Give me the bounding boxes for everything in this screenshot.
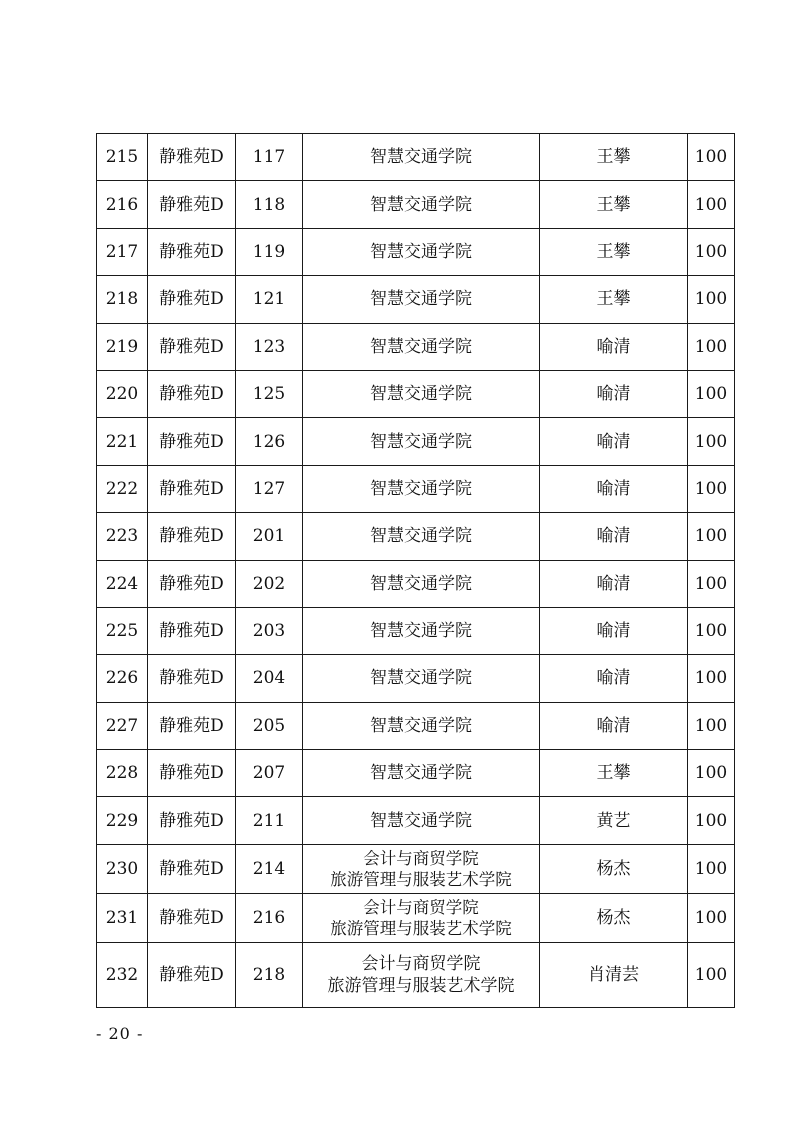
table-row <box>97 797 735 844</box>
room-number-cell: 211 <box>236 797 303 844</box>
college-cell <box>303 513 540 560</box>
building-cell: 静雅苑D <box>148 181 236 228</box>
person-cell: 王攀 <box>540 181 688 228</box>
row-number-cell: 216 <box>97 181 148 228</box>
college-cell <box>303 465 540 512</box>
person-cell: 喻清 <box>540 513 688 560</box>
table-row <box>97 370 735 417</box>
row-number-cell: 224 <box>97 560 148 607</box>
person-cell: 杨杰 <box>540 844 688 893</box>
score-cell: 100 <box>688 607 735 654</box>
score-cell: 100 <box>688 942 735 1007</box>
person-cell: 王攀 <box>540 134 688 181</box>
room-number-cell: 123 <box>236 323 303 370</box>
table-row <box>97 560 735 607</box>
table-row <box>97 323 735 370</box>
building-cell: 静雅苑D <box>148 607 236 654</box>
score-cell: 100 <box>688 513 735 560</box>
person-cell: 喻清 <box>540 418 688 465</box>
building-cell: 静雅苑D <box>148 655 236 702</box>
person-cell: 喻清 <box>540 323 688 370</box>
college-cell <box>303 942 540 1007</box>
college-line: 智慧交通学院 <box>370 241 472 262</box>
row-number-cell: 221 <box>97 418 148 465</box>
row-number-cell: 220 <box>97 370 148 417</box>
score-cell: 100 <box>688 702 735 749</box>
row-number-cell: 232 <box>97 942 148 1007</box>
row-number-cell: 219 <box>97 323 148 370</box>
dormitory-score-table <box>96 133 735 1008</box>
table-row <box>97 750 735 797</box>
person-cell: 王攀 <box>540 750 688 797</box>
building-cell: 静雅苑D <box>148 702 236 749</box>
person-cell: 喻清 <box>540 607 688 654</box>
building-cell: 静雅苑D <box>148 942 236 1007</box>
building-cell: 静雅苑D <box>148 513 236 560</box>
table-row <box>97 844 735 893</box>
table-row <box>97 655 735 702</box>
college-cell <box>303 702 540 749</box>
score-cell: 100 <box>688 465 735 512</box>
room-number-cell: 216 <box>236 893 303 942</box>
row-number-cell: 227 <box>97 702 148 749</box>
score-cell: 100 <box>688 134 735 181</box>
college-cell <box>303 181 540 228</box>
building-cell: 静雅苑D <box>148 370 236 417</box>
room-number-cell: 203 <box>236 607 303 654</box>
score-cell: 100 <box>688 893 735 942</box>
room-number-cell: 207 <box>236 750 303 797</box>
score-cell: 100 <box>688 370 735 417</box>
person-cell: 杨杰 <box>540 893 688 942</box>
college-line: 智慧交通学院 <box>370 763 472 784</box>
college-cell <box>303 418 540 465</box>
college-line: 会计与商贸学院 <box>363 848 479 868</box>
row-number-cell: 226 <box>97 655 148 702</box>
row-number-cell: 222 <box>97 465 148 512</box>
table-row <box>97 418 735 465</box>
score-cell: 100 <box>688 276 735 323</box>
college-line: 智慧交通学院 <box>370 336 472 357</box>
score-cell: 100 <box>688 560 735 607</box>
room-number-cell: 204 <box>236 655 303 702</box>
college-line: 智慧交通学院 <box>370 431 472 452</box>
person-cell: 喻清 <box>540 560 688 607</box>
college-line: 智慧交通学院 <box>370 621 472 642</box>
score-cell: 100 <box>688 418 735 465</box>
person-cell: 王攀 <box>540 228 688 275</box>
table-row <box>97 893 735 942</box>
building-cell: 静雅苑D <box>148 844 236 893</box>
score-cell: 100 <box>688 655 735 702</box>
person-cell: 喻清 <box>540 370 688 417</box>
college-line: 智慧交通学院 <box>370 573 472 594</box>
college-cell <box>303 323 540 370</box>
table-row <box>97 465 735 512</box>
table-row <box>97 942 735 1007</box>
table-body <box>97 134 735 1008</box>
table-row <box>97 228 735 275</box>
college-line: 智慧交通学院 <box>370 384 472 405</box>
college-cell <box>303 370 540 417</box>
college-line: 智慧交通学院 <box>370 147 472 168</box>
score-cell: 100 <box>688 181 735 228</box>
building-cell: 静雅苑D <box>148 560 236 607</box>
building-cell: 静雅苑D <box>148 797 236 844</box>
page-number: - 20 - <box>96 1024 144 1043</box>
college-line: 智慧交通学院 <box>370 526 472 547</box>
row-number-cell: 217 <box>97 228 148 275</box>
room-number-cell: 205 <box>236 702 303 749</box>
person-cell: 喻清 <box>540 702 688 749</box>
room-number-cell: 117 <box>236 134 303 181</box>
table-row <box>97 702 735 749</box>
room-number-cell: 214 <box>236 844 303 893</box>
score-cell: 100 <box>688 797 735 844</box>
room-number-cell: 218 <box>236 942 303 1007</box>
building-cell: 静雅苑D <box>148 465 236 512</box>
college-cell <box>303 844 540 893</box>
college-line: 会计与商贸学院 <box>361 953 481 974</box>
row-number-cell: 215 <box>97 134 148 181</box>
college-line: 智慧交通学院 <box>370 289 472 310</box>
score-cell: 100 <box>688 228 735 275</box>
person-cell: 王攀 <box>540 276 688 323</box>
college-cell <box>303 893 540 942</box>
person-cell: 肖清芸 <box>540 942 688 1007</box>
score-cell: 100 <box>688 750 735 797</box>
room-number-cell: 201 <box>236 513 303 560</box>
college-line: 智慧交通学院 <box>370 194 472 215</box>
college-cell <box>303 228 540 275</box>
building-cell: 静雅苑D <box>148 134 236 181</box>
table-row <box>97 276 735 323</box>
college-cell <box>303 655 540 702</box>
person-cell: 喻清 <box>540 465 688 512</box>
table-row <box>97 134 735 181</box>
row-number-cell: 231 <box>97 893 148 942</box>
room-number-cell: 125 <box>236 370 303 417</box>
table-row <box>97 513 735 560</box>
room-number-cell: 126 <box>236 418 303 465</box>
room-number-cell: 118 <box>236 181 303 228</box>
college-line: 旅游管理与服装艺术学院 <box>327 975 515 996</box>
college-line: 智慧交通学院 <box>370 478 472 499</box>
college-line: 会计与商贸学院 <box>363 897 479 917</box>
college-line: 智慧交通学院 <box>370 715 472 736</box>
score-cell: 100 <box>688 323 735 370</box>
college-cell <box>303 607 540 654</box>
building-cell: 静雅苑D <box>148 276 236 323</box>
college-line: 智慧交通学院 <box>370 810 472 831</box>
college-cell <box>303 134 540 181</box>
table-row <box>97 181 735 228</box>
person-cell: 黄艺 <box>540 797 688 844</box>
college-line: 旅游管理与服装艺术学院 <box>330 918 512 938</box>
table-row <box>97 607 735 654</box>
college-line: 旅游管理与服装艺术学院 <box>330 869 512 889</box>
building-cell: 静雅苑D <box>148 750 236 797</box>
room-number-cell: 202 <box>236 560 303 607</box>
building-cell: 静雅苑D <box>148 228 236 275</box>
building-cell: 静雅苑D <box>148 323 236 370</box>
college-cell <box>303 276 540 323</box>
college-line: 智慧交通学院 <box>370 668 472 689</box>
person-cell: 喻清 <box>540 655 688 702</box>
building-cell: 静雅苑D <box>148 893 236 942</box>
row-number-cell: 218 <box>97 276 148 323</box>
college-cell <box>303 560 540 607</box>
building-cell: 静雅苑D <box>148 418 236 465</box>
row-number-cell: 229 <box>97 797 148 844</box>
row-number-cell: 225 <box>97 607 148 654</box>
room-number-cell: 121 <box>236 276 303 323</box>
row-number-cell: 223 <box>97 513 148 560</box>
score-cell: 100 <box>688 844 735 893</box>
row-number-cell: 230 <box>97 844 148 893</box>
room-number-cell: 119 <box>236 228 303 275</box>
college-cell <box>303 750 540 797</box>
college-cell <box>303 797 540 844</box>
room-number-cell: 127 <box>236 465 303 512</box>
row-number-cell: 228 <box>97 750 148 797</box>
